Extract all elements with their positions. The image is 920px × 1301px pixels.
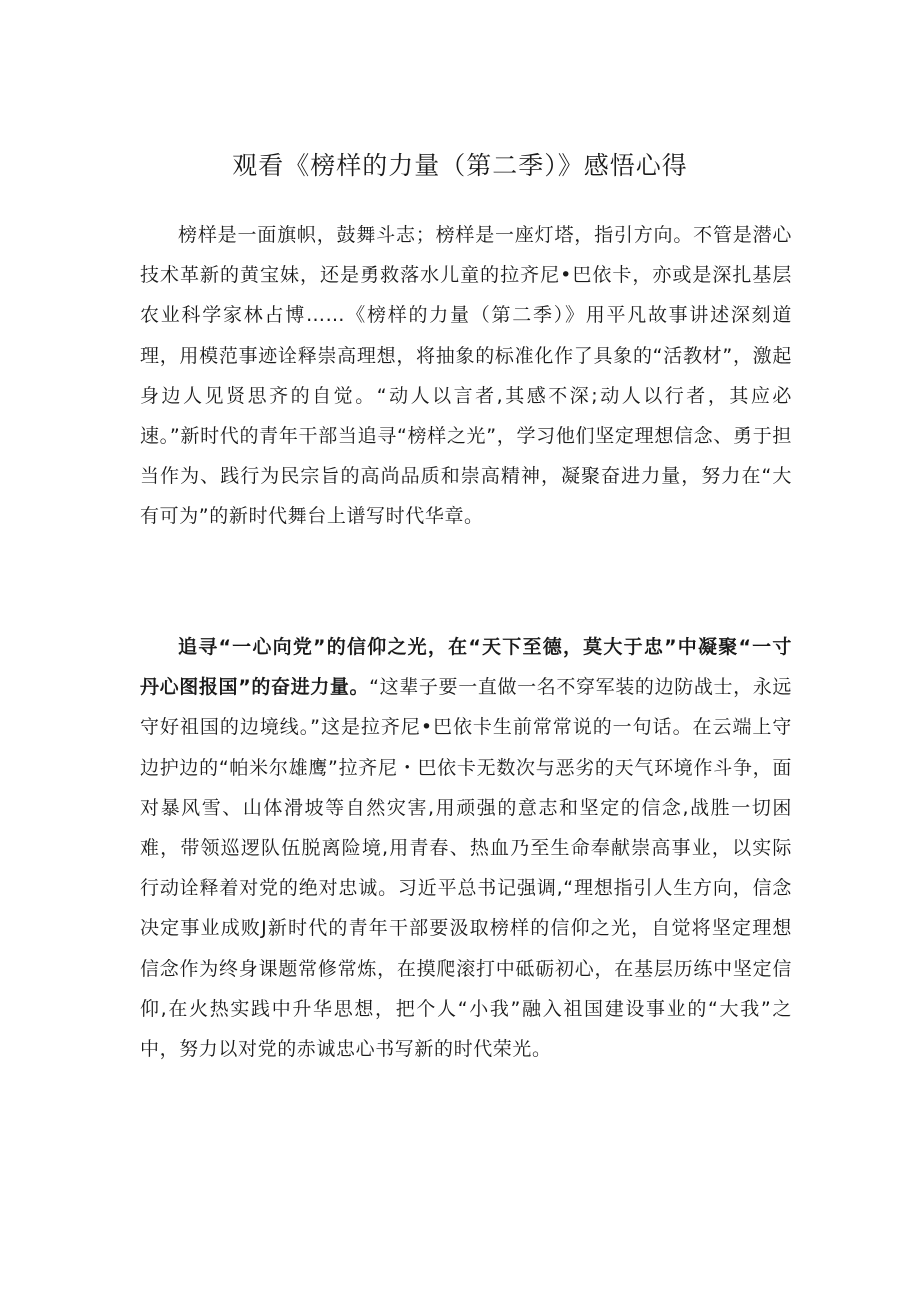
section-1-lead: 追寻“一心向党”的信仰之光，在“天下至德，莫大于忠”中凝聚“一寸丹心图报国”的奋进力量。 <box>140 636 792 699</box>
section-1-body: “这辈子要一直做一名不穿军装的边防战士，永远守好祖国的边境线。”这是拉齐尼•巴依卡生前常常说的一句话。在云端上守边护边的“帕米尔雄鹰”拉齐尼・巴依卡无数次与恶劣的天气环境作斗争，面对暴风雪、山体滑坡等自然灾害,用顽强的意志和坚定的信念,战胜一切困难，带领巡逻队伍脱离险境,用青春、热血乃至生命奉献崇高事业，以实际行动诠释着对党的绝对忠诚。习近平总书记强调,“理想指引人生方向，信念决定事业成败J新时代的青年干部要汲取榜样的信仰之光，自觉将坚定理想信念作为终身课题常修常炼，在摸爬滚打中砥砺初心，在基层历练中坚定信仰,在火热实践中升华思想，把个人“小我”融入祖国建设事业的“大我”之中，努力以对党的赤诚忠心书写新的时代荣光。 <box>140 676 792 1061</box>
paragraph-section-1 <box>140 627 792 1069</box>
document-title: 观看《榜样的力量（第二季）》感悟心得 <box>232 151 688 180</box>
paragraph-intro: 榜样是一面旗帜，鼓舞斗志；榜样是一座灯塔，指引方向。不管是潜心技术革新的黄宝妹，还是勇救落水儿童的拉齐尼•巴依卡，亦或是深扎基层农业科学家林占博……《榜样的力量（第二季）》用平凡故事讲述深刻道理，用模范事迹诠释崇高理想，将抽象的标准化作了具象的“活教材”，激起身边人见贤思齐的自觉。“动人以言者,其感不深;动人以行者，其应必速。”新时代的青年干部当追寻“榜样之光”，学习他们坚定理想信念、勇于担当作为、践行为民宗旨的高尚品质和崇高精神，凝聚奋进力量，努力在“大有可为”的新时代舞台上谱写时代华章。 <box>140 224 792 528</box>
